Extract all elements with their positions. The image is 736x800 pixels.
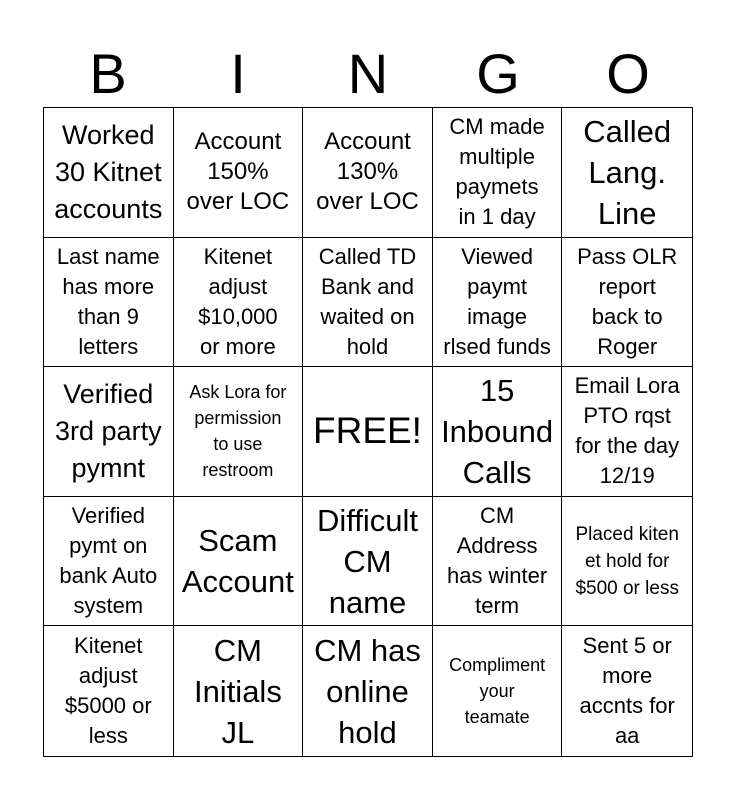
cell-text: CM Address has winter term [446,503,548,619]
bingo-cell[interactable] [433,238,563,368]
cell-text: Sent 5 or more accnts for aa [579,633,675,749]
cell-text: Worked 30 Kitnet accounts [54,119,163,224]
cell-text: CM made multiple paymets in 1 day [449,114,545,230]
cell-text: Kitenet adjust $10,000 or more [198,243,278,359]
bingo-cell[interactable] [44,497,174,627]
cell-text: Compliment your teamate [449,655,546,728]
bingo-cell[interactable] [562,367,692,497]
cell-text: Last name has more than 9 letters [56,243,160,359]
bingo-cell[interactable] [44,108,174,238]
bingo-cell[interactable] [433,108,563,238]
header-letter-o: O [606,42,650,105]
header-letter-i: I [230,42,246,105]
cell-text: Scam Account [181,523,294,600]
cell-text: 15 Inbound Calls [441,372,554,490]
cell-text: Viewed paymt image rlsed funds [443,243,551,359]
bingo-cell[interactable] [562,108,692,238]
cell-text: Ask Lora for permission to use restroom [189,382,287,481]
bingo-cell[interactable] [44,238,174,368]
bingo-cell[interactable] [303,497,433,627]
bingo-cell[interactable] [44,626,174,756]
bingo-cell[interactable] [174,497,304,627]
cell-text: Account 150% over LOC [186,128,290,216]
cell-text: Placed kiten et hold for $500 or less [575,523,679,599]
bingo-cell[interactable] [433,367,563,497]
bingo-cell-free[interactable] [303,367,433,497]
cell-text: Verified pymt on bank Auto system [59,503,158,619]
bingo-cell[interactable] [303,238,433,368]
bingo-cell[interactable] [174,238,304,368]
bingo-cell[interactable] [433,626,563,756]
header-letter-g: G [476,42,520,105]
bingo-header [43,40,693,108]
bingo-cell[interactable] [174,108,304,238]
header-letter-n: N [347,42,389,105]
bingo-cell[interactable] [562,238,692,368]
free-space-text: FREE! [313,410,422,452]
bingo-cell[interactable] [562,497,692,627]
cell-text: CM has online hold [314,632,421,750]
bingo-cell[interactable] [433,497,563,627]
bingo-cell[interactable] [303,108,433,238]
cell-text: Called Lang. Line [583,113,672,231]
bingo-grid [43,107,693,757]
cell-text: Called TD Bank and waited on hold [318,243,417,359]
bingo-cell[interactable] [174,626,304,756]
cell-text: Verified 3rd party pymnt [55,378,162,483]
bingo-cell[interactable] [562,626,692,756]
bingo-cell[interactable] [44,367,174,497]
cell-text: Account 130% over LOC [316,128,419,216]
cell-text: CM Initials JL [193,632,282,750]
cell-text: Email Lora PTO rqst for the day 12/19 [574,373,680,489]
cell-text: Pass OLR report back to Roger [577,243,678,359]
header-letter-b: B [89,42,127,105]
bingo-cell[interactable] [303,626,433,756]
cell-text: Kitenet adjust $5000 or less [64,633,152,749]
cell-text: Difficult CM name [316,502,419,620]
bingo-cell[interactable] [174,367,304,497]
